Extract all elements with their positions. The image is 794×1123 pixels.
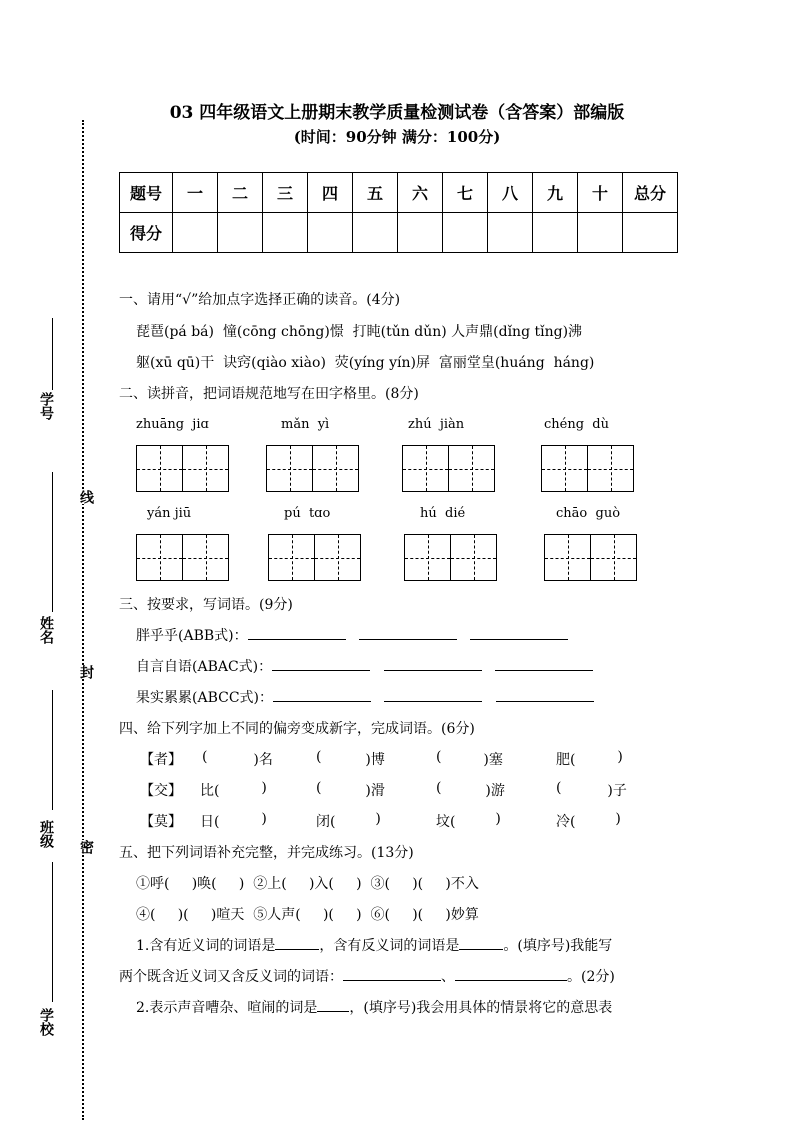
section-4-part: )塞 [470,752,503,768]
section-4-row-char: 【交】 [140,783,182,799]
answer-blank[interactable] [248,627,346,640]
section-4-part: 坟( [436,814,456,830]
section-3-item [136,687,594,707]
section-4-part: 冷( [556,814,576,830]
section-1-line-2: 躯(xū qū)干 诀窍(qiào xiào) 荧(yíng yín)屏 富丽堂皇(huáng háng) [136,355,595,371]
class-line[interactable] [52,690,53,810]
section-4-part: )滑 [352,783,385,799]
name-line[interactable] [52,472,53,612]
section-4-part: ( [556,780,562,796]
section-4-part: ) [362,811,381,827]
score-input-cell[interactable] [218,213,263,253]
score-input-cell[interactable] [173,213,218,253]
score-header-cell: 十 [578,173,623,213]
page-title: 03 四年级语文上册期末教学质量检测试卷（含答案）部编版 [169,103,625,123]
answer-blank[interactable] [317,999,349,1012]
score-header-cell: 总分 [623,173,678,213]
pinyin-label: chéng dù [544,417,609,432]
section-4-part: )子 [594,783,627,799]
score-header-cell: 题号 [120,173,173,213]
answer-blank[interactable] [275,937,319,950]
section-4-part: ( [316,780,322,796]
question-text: 、 [441,969,455,985]
section-4-part: 肥( [556,752,576,768]
section-5-title: 五、把下列词语补充完整，并完成练习。(13分) [119,845,414,861]
question-text: 。(填序号)我能写 [503,938,613,954]
section-4-part: 闭( [316,814,336,830]
score-header-cell: 二 [218,173,263,213]
section-4-part: ) [604,749,623,765]
score-header-cell: 四 [308,173,353,213]
section-4-part: ( [316,749,322,765]
score-header-cell: 五 [353,173,398,213]
section-4-part: ( [436,749,442,765]
tianzige-grid[interactable] [136,534,229,581]
student-id-line[interactable] [52,318,53,390]
section-4-title: 四、给下列字加上不同的偏旁变成新字，完成词语。(6分) [119,721,475,737]
pinyin-label: chāo guò [556,506,621,521]
section-4-row-char: 【莫】 [140,814,182,830]
section-4-part: ) [602,811,621,827]
score-table-header-row [120,173,678,213]
score-header-cell: 九 [533,173,578,213]
score-table-score-row [120,213,678,253]
tianzige-grid[interactable] [541,445,634,492]
pinyin-label: zhú jiàn [408,417,465,432]
section-4-row-char: 【者】 [140,752,182,768]
section-4-part: 比( [200,783,220,799]
answer-blank[interactable] [496,689,594,702]
answer-blank[interactable] [272,658,370,671]
tianzige-grid[interactable] [268,534,361,581]
question-text: ，(填序号)我会用具体的情景将它的意思表 [349,1000,613,1016]
school-line[interactable] [52,862,53,1002]
answer-blank[interactable] [455,968,567,981]
section-3-item-label: 胖乎乎(ABB式)： [136,628,248,644]
score-table [119,172,678,253]
seal-word-secret: 密 [78,840,94,854]
section-5-question-2 [136,997,612,1017]
answer-blank[interactable] [343,968,441,981]
school-label: 学校 [38,1008,54,1036]
tianzige-grid[interactable] [404,534,497,581]
class-label: 班级 [38,820,54,848]
section-4-part: 日( [200,814,220,830]
tianzige-grid[interactable] [266,445,359,492]
seal-word-line: 线 [78,490,94,504]
answer-blank[interactable] [495,658,593,671]
score-input-cell[interactable] [623,213,678,253]
section-5-question-1 [136,935,612,955]
score-header-cell: 三 [263,173,308,213]
score-input-cell[interactable] [443,213,488,253]
section-4-part: )博 [352,752,385,768]
score-input-cell[interactable] [263,213,308,253]
section-5-question-1-cont [119,966,615,986]
section-4-part: ) [248,811,267,827]
section-5-line-1: ①呼( )唤( ) ②上( )入( ) ③( )( )不入 [136,876,479,892]
score-input-cell[interactable] [533,213,578,253]
answer-blank[interactable] [459,937,503,950]
answer-blank[interactable] [384,689,482,702]
score-input-cell[interactable] [308,213,353,253]
section-5-line-2: ④( )( )喧天 ⑤人声( )( ) ⑥( )( )妙算 [136,907,479,923]
answer-blank[interactable] [359,627,457,640]
name-label: 姓名 [38,616,54,644]
question-text: 1.含有近义词的词语是 [136,938,276,954]
section-2-title: 二、读拼音，把词语规范地写在田字格里。(8分) [119,386,419,402]
question-text: 2.表示声音嘈杂、喧闹的词是 [136,1000,318,1016]
page-subtitle: (时间：90分钟 满分：100分) [293,128,501,146]
section-1-line-1: 琵琶(pá bá) 憧(cōng chōng)憬 打盹(tǔn dǔn) 人声鼎(dǐng tǐng)沸 [136,324,583,340]
score-header-cell: 六 [398,173,443,213]
section-4-part: ( [436,780,442,796]
score-input-cell[interactable] [398,213,443,253]
answer-blank[interactable] [470,627,568,640]
tianzige-grid[interactable] [544,534,637,581]
score-header-cell: 七 [443,173,488,213]
section-3-item [136,625,568,645]
section-3-title: 三、按要求，写词语。(9分) [119,597,293,613]
seal-word-seal: 封 [78,665,94,679]
section-4-part: ( [202,749,208,765]
section-1-title: 一、请用“√”给加点字选择正确的读音。(4分) [119,292,401,308]
score-input-cell[interactable] [578,213,623,253]
section-3-item-label: 自言自语(ABAC式)： [136,659,273,675]
answer-blank[interactable] [273,689,371,702]
section-4-part: ) [482,811,501,827]
score-header-cell: 八 [488,173,533,213]
pinyin-label: pú tɑo [284,506,331,521]
section-4-part: )游 [472,783,505,799]
section-3-item [136,656,593,676]
pinyin-label: zhuāng jiɑ [136,417,209,432]
pinyin-label: mǎn yì [281,417,330,432]
student-id-label: 学号 [38,392,54,420]
pinyin-label: yán jiū [147,506,192,521]
section-4-part: ) [248,780,267,796]
binding-dotted-line [82,120,84,1120]
score-label-cell: 得分 [120,213,173,253]
question-text: 。(2分) [567,969,615,985]
tianzige-grid[interactable] [136,445,229,492]
pinyin-label: hú dié [420,506,466,521]
score-input-cell[interactable] [488,213,533,253]
section-3-item-label: 果实累累(ABCC式)： [136,690,274,706]
question-text: ，含有反义词的词语是 [319,938,460,954]
section-4-part: )名 [240,752,273,768]
score-header-cell: 一 [173,173,218,213]
answer-blank[interactable] [384,658,482,671]
score-input-cell[interactable] [353,213,398,253]
tianzige-grid[interactable] [402,445,495,492]
question-text: 两个既含近义词又含反义词的词语： [119,969,343,985]
